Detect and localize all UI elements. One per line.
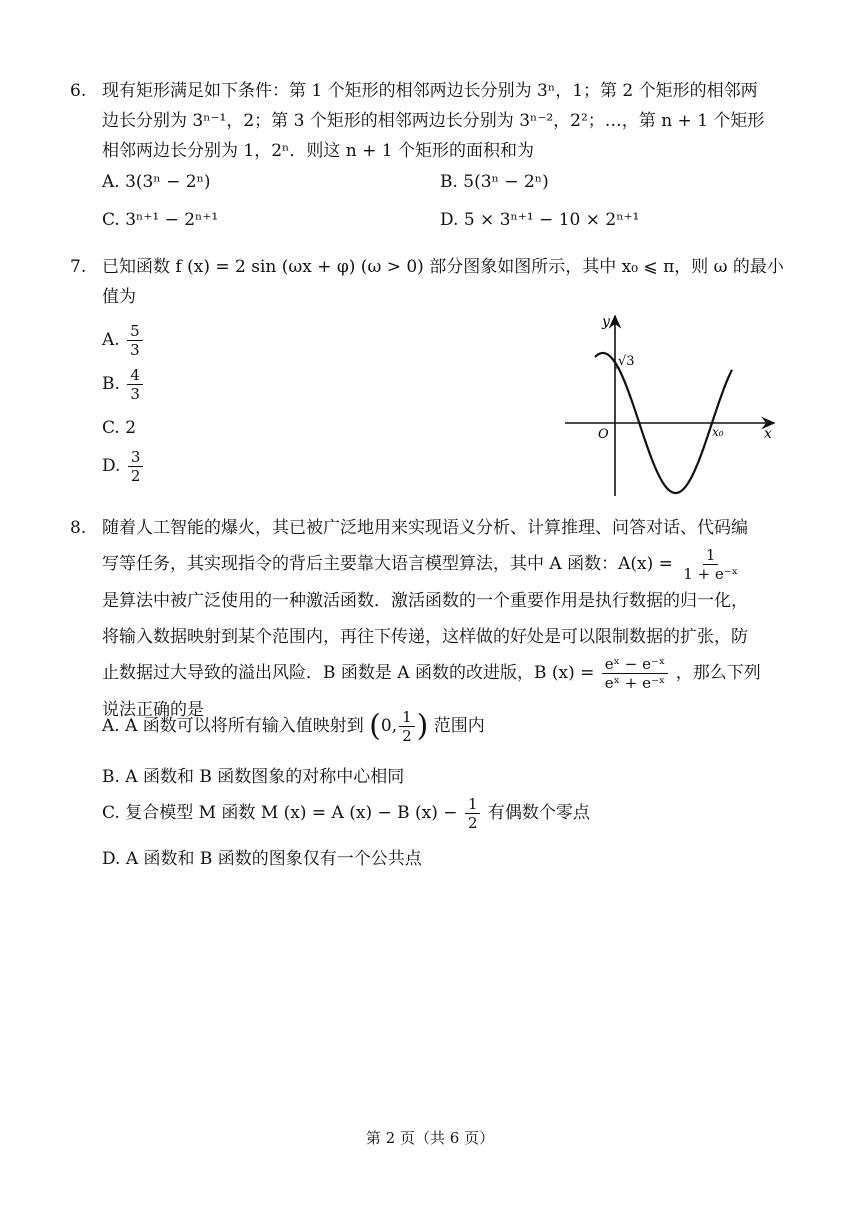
question-number: 6. (70, 81, 87, 101)
sigmoid-fraction: $\frac{1}{\text{1 + e⁻ˣ}}$ (683, 546, 739, 583)
question-8 (70, 510, 790, 728)
option-d: D. A 函数和 B 函数的图象仅有一个公共点 (102, 849, 422, 869)
question-text-line: 边长分别为 3ⁿ⁻¹，2；第 3 个矩形的相邻两边长分别为 3ⁿ⁻²，2²；…，第 n + 1 个矩形 (102, 111, 765, 131)
origin-label: O (598, 427, 609, 442)
question-text-line: 止数据过大导致的溢出风险．B 函数是 A 函数的改进版，B (x) = $\frac{\text{eˣ − e⁻ˣ}}{\text{eˣ + e⁻ˣ}}$ ，那么下列 (102, 655, 761, 692)
question-text-line: 已知函数 f (x) = 2 sin (ωx + φ) (ω > 0) 部分图象如图所示，其中 x₀ ⩽ π，则 ω 的最小 (102, 257, 784, 277)
option-a: A. A 函数可以将所有输入值映射到 (0, $\frac{1}{2}$ ) 范围内 (102, 708, 485, 745)
question-number: 8. (70, 518, 87, 538)
question-text-line: 随着人工智能的爆火，其已被广泛地用来实现语义分析、计算推理、问答对话、代码编 (102, 518, 748, 538)
option-c: C. 3ⁿ⁺¹ − 2ⁿ⁺¹ (102, 210, 219, 230)
option-c: C. 2 (102, 418, 137, 438)
fraction: $\frac{1}{2}$ (465, 795, 481, 832)
option-d: D. 5 × 3ⁿ⁺¹ − 10 × 2ⁿ⁺¹ (440, 210, 640, 230)
question-text-line: 说法正确的是 (102, 700, 204, 720)
fraction: $\frac{4}{3}$ (127, 366, 143, 403)
question-text-line: 值为 (102, 287, 136, 307)
option-c: C. 复合模型 M 函数 M (x) = A (x) − B (x) − $\frac{1}{2}$ 有偶数个零点 (102, 795, 590, 832)
page-footer: 第 2 页（共 6 页） (365, 1129, 495, 1147)
question-7 (70, 252, 790, 312)
sine-graph (560, 310, 790, 500)
option-a: A. $\frac{5}{3}$ (102, 322, 145, 359)
question-text-line: 相邻两边长分别为 1，2ⁿ．则这 n + 1 个矩形的面积和为 (102, 141, 535, 161)
tanh-fraction: $\frac{\text{eˣ − e⁻ˣ}}{\text{eˣ + e⁻ˣ}}$ (602, 655, 669, 692)
fraction: $\frac{1}{2}$ (399, 708, 415, 745)
question-text-line: 将输入数据映射到某个范围内，再往下传递，这样做的好处是可以限制数据的扩张，防 (102, 627, 748, 647)
question-text-line: 现有矩形满足如下条件：第 1 个矩形的相邻两边长分别为 3ⁿ，1；第 2 个矩形的相邻两 (102, 81, 758, 101)
option-a: A. 3(3ⁿ − 2ⁿ) (102, 172, 211, 192)
fraction: $\frac{3}{2}$ (128, 448, 144, 485)
x-axis-label: x (764, 426, 772, 442)
option-b: B. $\frac{4}{3}$ (102, 366, 145, 403)
x0-label: x₀ (712, 425, 724, 439)
option-b: B. A 函数和 B 函数图象的对称中心相同 (102, 767, 405, 787)
sqrt3-label: √3 (618, 354, 635, 369)
y-axis-label: y (602, 314, 610, 330)
question-number: 7. (70, 257, 87, 277)
question-text-line: 是算法中被广泛使用的一种激活函数．激活函数的一个重要作用是执行数据的归一化， (102, 591, 748, 611)
option-b: B. 5(3ⁿ − 2ⁿ) (440, 172, 549, 192)
option-d: D. $\frac{3}{2}$ (102, 448, 145, 485)
question-text-line: 写等任务，其实现指令的背后主要靠大语言模型算法，其中 A 函数：A(x) = $\frac{1}{\text{1 + e⁻ˣ}}$ (102, 546, 790, 583)
question-6 (70, 76, 790, 166)
fraction: $\frac{5}{3}$ (127, 322, 143, 359)
